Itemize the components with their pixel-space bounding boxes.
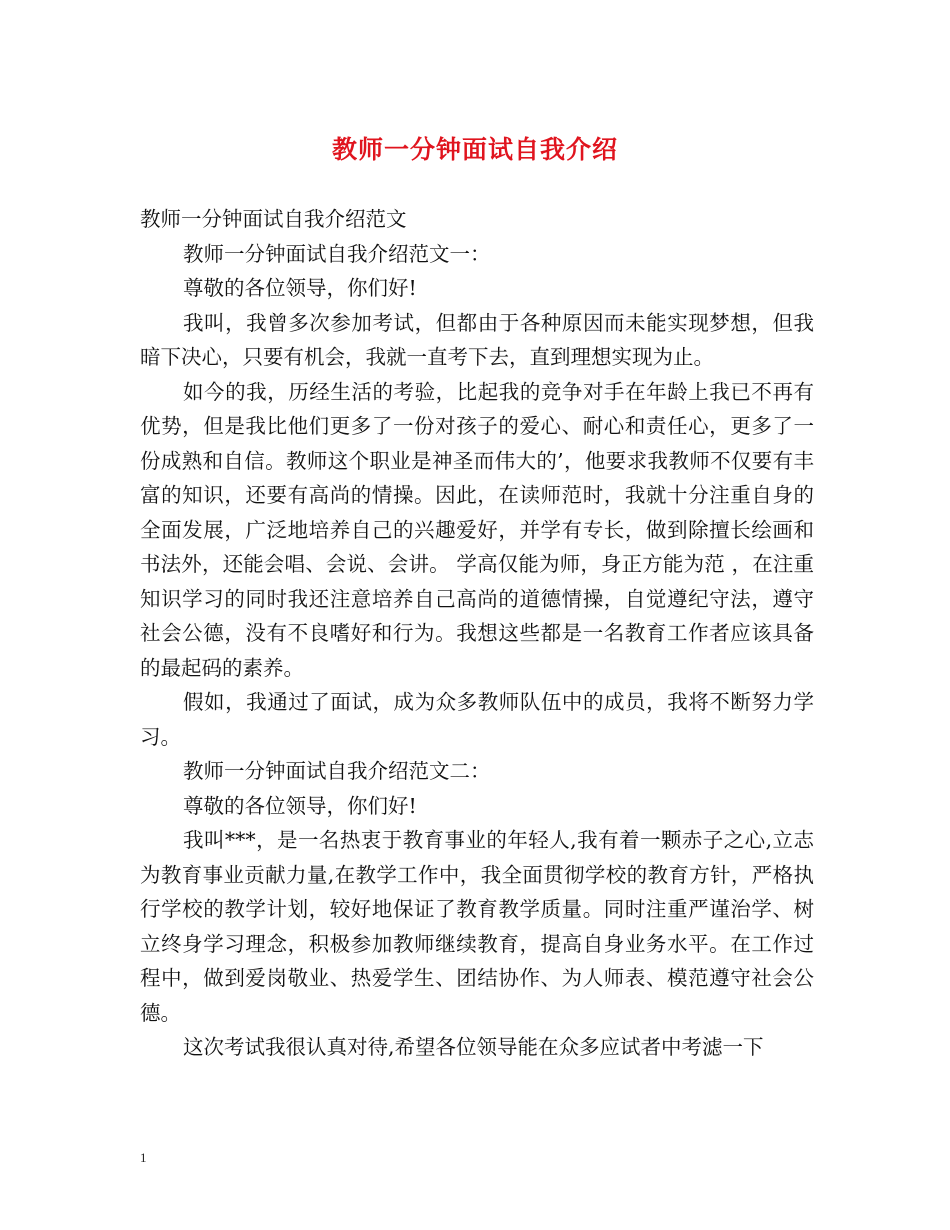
paragraph: 尊敬的各位领导，你们好! <box>183 793 417 818</box>
document-title: 教师一分钟面试自我介绍 <box>331 135 618 164</box>
paragraph: 尊敬的各位领导，你们好! <box>183 276 417 300</box>
paragraph: 教师一分钟面试自我介绍范文一： <box>183 241 491 266</box>
paragraph: 假如，我通过了面试，成为众多教师队伍中的成员，我将不断努力学习。 <box>140 690 814 749</box>
paragraph: 我叫，我曾多次参加考试，但都由于各种原因而未能实现梦想，但我暗下决心，只要有机会，我就一直考下去，直到理想实现为止。 <box>140 310 814 369</box>
page-number: 1 <box>140 1150 147 1165</box>
paragraph: 如今的我，历经生活的考验，比起我的竞争对手在年龄上我已不再有优势，但是我比他们更多了一份对孩子的爱心、耐心和责任心，更多了一份成熟和自信。教师这个职业是神圣而伟大的’，他要求我教师不仅要有丰富的知识，还要有高尚的情操。因此，在读师范时，我就十分注重自身的全面发展，广泛地培养自己的兴趣爱好，并学有专长，做到除擅长绘画和书法外，还能会唱、会说、会讲。 学高仅能为师，身正方能为范 ，在注重知识学习的同时我还注意培养自己高尚的道德情操，自觉遵纪守法，遵守社会公德，没有不良嗜好和行为。我想这些都是一名教育工作者应该具备的最起码的素养。 <box>140 379 814 680</box>
paragraph: 我叫***，是一名热衷于教育事业的年轻人,我有着一颗赤子之心,立志为教育事业贡献力量,在教学工作中，我全面贯彻学校的教育方针，严格执行学校的教学计划，较好地保证了教育教学质量。同时注重严谨治学、树立终身学习理念，积极参加教师继续教育，提高自身业务水平。在工作过程中，做到爱岗敬业、热爱学生、团结协作、为人师表、模范遵守社会公德。 <box>140 828 814 1025</box>
paragraph: 教师一分钟面试自我介绍范文 <box>140 207 407 231</box>
paragraph: 这次考试我很认真对待,希望各位领导能在众多应试者中考滤一下 <box>183 1035 764 1059</box>
document-body <box>140 202 814 1065</box>
paragraph: 教师一分钟面试自我介绍范文二： <box>183 759 491 783</box>
